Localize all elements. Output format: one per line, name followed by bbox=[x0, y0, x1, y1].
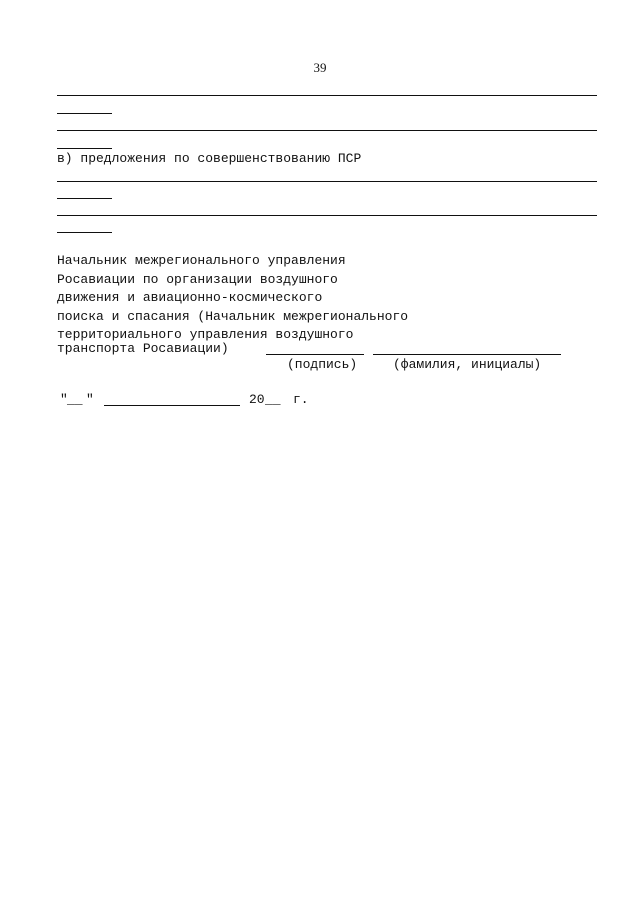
name-caption: (фамилия, инициалы) bbox=[393, 357, 542, 372]
signature-field-line bbox=[266, 354, 364, 355]
date-year-suffix: г. bbox=[293, 392, 309, 407]
blank-line bbox=[57, 181, 597, 182]
signatory-title-line: Росавиации по организации воздушного bbox=[57, 271, 338, 287]
signatory-title-line: поиска и спасания (Начальник межрегионального bbox=[57, 308, 409, 324]
signatory-title-line: Начальник межрегионального управления bbox=[57, 253, 346, 268]
date-year-blank: __ bbox=[265, 392, 281, 407]
section-v-heading: в) предложения по совершенствованию ПСР bbox=[57, 151, 362, 166]
date-day-blank: __ bbox=[67, 392, 83, 407]
blank-line-short bbox=[57, 232, 112, 233]
date-month-line bbox=[104, 405, 240, 406]
page-number: 39 bbox=[313, 60, 327, 75]
signatory-title-line: транспорта Росавиации) bbox=[57, 341, 229, 356]
signatory-title-line: территориального управления воздушного bbox=[57, 327, 354, 342]
signature-caption: (подпись) bbox=[287, 357, 358, 372]
blank-line-short bbox=[57, 198, 112, 199]
date-open-quote: " bbox=[60, 392, 68, 407]
signatory-title-line: движения и авиационно-космического bbox=[57, 290, 323, 305]
name-field-line bbox=[373, 354, 561, 355]
blank-line bbox=[57, 215, 597, 216]
blank-line-short bbox=[57, 113, 112, 114]
blank-line bbox=[57, 95, 597, 96]
blank-line bbox=[57, 130, 597, 131]
blank-line-short bbox=[57, 148, 112, 149]
date-close-quote: " bbox=[86, 392, 94, 407]
date-year-prefix: 20 bbox=[249, 392, 265, 407]
